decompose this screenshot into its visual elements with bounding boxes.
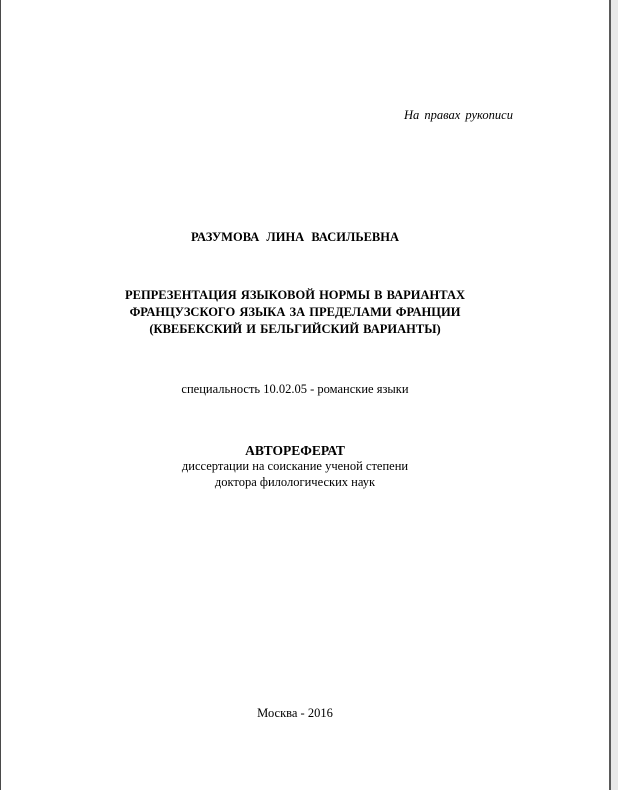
page-right-margin <box>611 0 618 790</box>
abstract-heading: АВТОРЕФЕРАТ <box>245 443 345 458</box>
abstract-subtitle-line-2: доктора филологических наук <box>214 475 376 489</box>
title-line-1: РЕПРЕЗЕНТАЦИЯ ЯЗЫКОВОЙ НОРМЫ В ВАРИАНТАХ <box>124 288 466 302</box>
place-and-year: Москва - 2016 <box>257 706 333 720</box>
specialty-line: специальность 10.02.05 - романские языки <box>181 382 409 396</box>
title-line-3: (КВЕБЕКСКИЙ И БЕЛЬГИЙСКИЙ ВАРИАНТЫ) <box>149 322 441 336</box>
author-name: РАЗУМОВА ЛИНА ВАСИЛЬЕВНА <box>190 230 400 244</box>
abstract-subtitle-line-1: диссертации на соискание ученой степени <box>181 459 409 473</box>
dissertation-title <box>0 287 590 338</box>
rights-notice: На правах рукописи <box>404 108 513 122</box>
title-line-2: ФРАНЦУЗСКОГО ЯЗЫКА ЗА ПРЕДЕЛАМИ ФРАНЦИИ <box>129 305 461 319</box>
